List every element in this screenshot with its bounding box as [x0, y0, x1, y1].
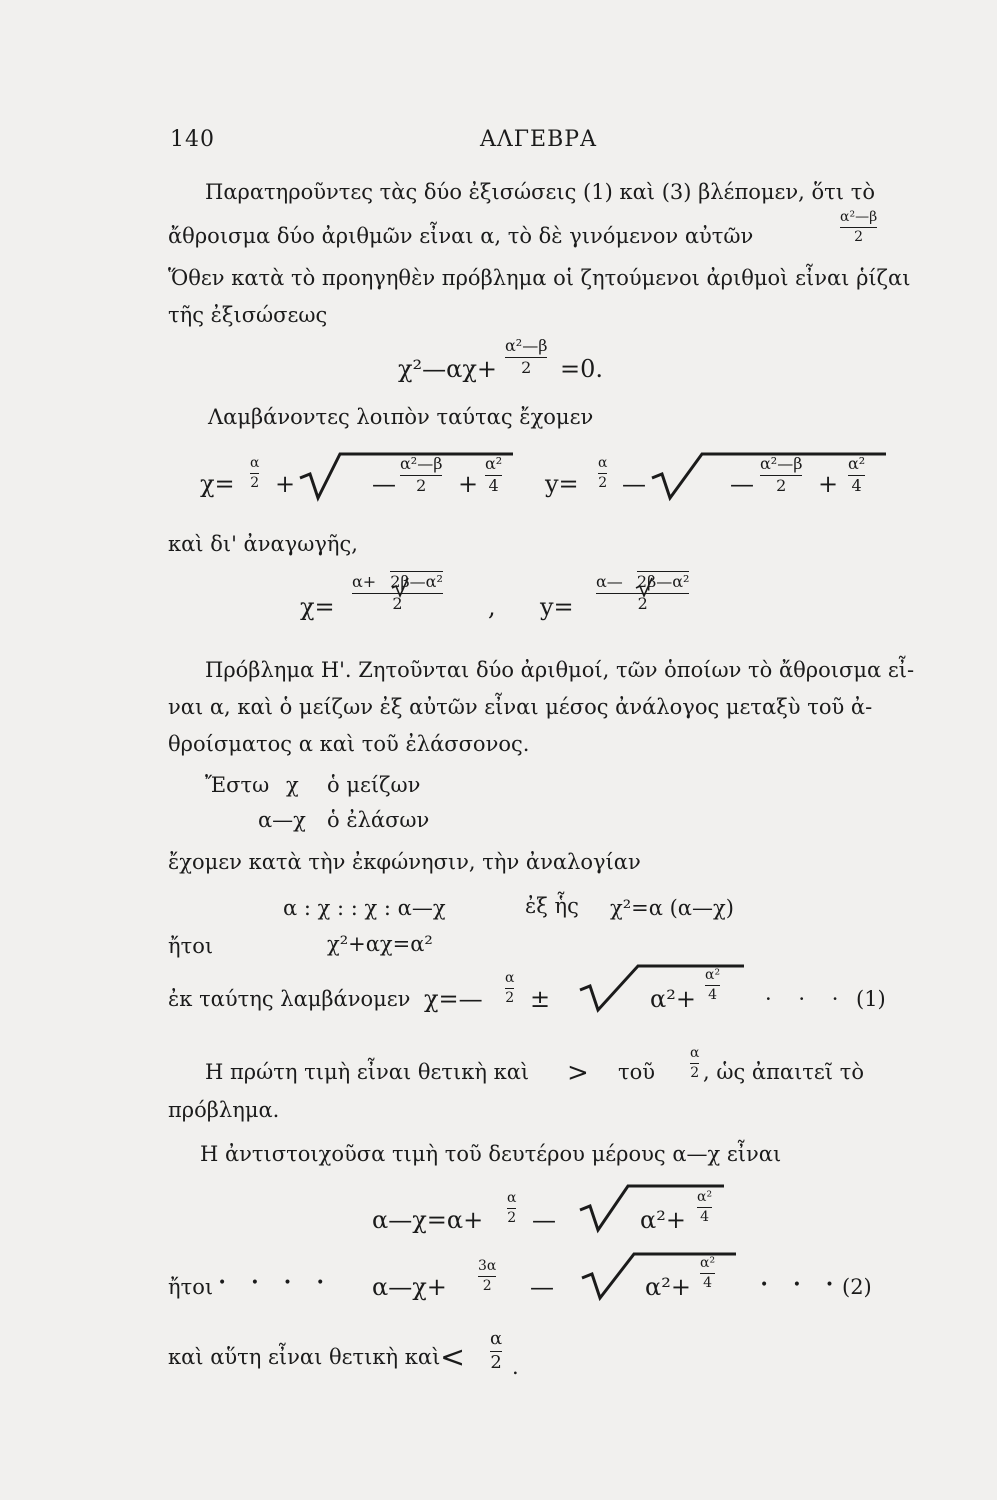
p2-text: Λαμβάνοντες λοιπὸν ταύτας ἔχομεν: [208, 405, 594, 429]
eq2-x-op: +: [275, 470, 296, 498]
p7-fraction: [490, 1330, 502, 1373]
eq7-minus: —: [532, 1206, 556, 1234]
eq6-rad-den: 4: [708, 986, 717, 1003]
eq3-y-lhs: y=: [540, 593, 574, 621]
let-ax: α—χ: [258, 808, 306, 832]
fraction-bar: [505, 988, 514, 989]
problem-line1: Πρόβλημα Η'. Ζητοῦνται δύο ἀριθμοί, τῶν ὁποίων τὸ ἄθροισμα εἶ-: [205, 658, 915, 682]
eq2-x-r1-frac: [400, 456, 442, 495]
eq6-rad-num: α²: [705, 967, 721, 983]
p1-frac-den: 2: [854, 228, 864, 245]
eq2-x-a-frac: [250, 456, 259, 490]
eq2-x-lhs: χ=: [200, 470, 235, 498]
p5-line1-c: , ὡς ἀπαιτεῖ τὸ: [703, 1060, 864, 1084]
p1-line3: Ὅθεν κατὰ τὸ προηγηθὲν πρόβλημα οἱ ζητούμενοι ἀριθμοὶ εἶναι ῥίζαι: [168, 266, 911, 290]
eq6-rad-frac: [705, 968, 720, 1002]
eq2-y-r1-frac: [760, 456, 802, 495]
p5-line1-b: τοῦ: [618, 1060, 656, 1084]
p3-text: καὶ δι' ἀναγωγῆς,: [168, 532, 358, 556]
p1-fraction: [840, 210, 877, 244]
eq6-tag: (1): [856, 987, 886, 1011]
p7-end: .: [512, 1355, 519, 1379]
eq1-left: χ²—αχ+: [398, 355, 498, 383]
eq3-x-num-pre: α+: [352, 572, 377, 591]
eq2-x-r1-sign: —: [372, 470, 396, 498]
fraction-bar: [697, 1207, 712, 1208]
p6-text: Η ἀντιστοιχοῦσα τιμὴ τοῦ δευτέρου μέρους α—χ εἶναι: [200, 1142, 782, 1166]
p5-f-num: α: [690, 1045, 700, 1061]
eq3-x-den: 2: [392, 593, 403, 613]
eq2-y-a-num: α: [598, 455, 608, 471]
eq5-expr: χ²+αχ=α²: [327, 932, 433, 956]
eq2-y-a-frac: [598, 456, 607, 490]
problem-line3: θροίσματος α καὶ τοῦ ἐλάσσονος.: [168, 732, 530, 756]
eq3-y-radicand: 2β—α²: [636, 572, 690, 591]
eq6-a-den: 2: [505, 989, 515, 1006]
eq8-label: ἤτοι: [168, 1275, 214, 1299]
p1-line1: Παρατηροῦντες τὰς δύο ἐξισώσεις (1) καὶ (3) βλέπομεν, ὅτι τὸ: [205, 180, 875, 204]
eq7-rad-frac: [697, 1190, 712, 1224]
eq4-proportion: α : χ : : χ : α—χ: [283, 896, 446, 920]
let-lesser: ὁ ἐλάσων: [327, 808, 430, 832]
eq7-rad-num: α²: [697, 1189, 713, 1205]
eq6-pm: ±: [530, 985, 551, 1013]
p5-line1-a: Η πρώτη τιμὴ εἶναι θετικὴ καὶ: [205, 1060, 530, 1084]
eq6-dots: · · ·: [765, 987, 849, 1011]
fraction-bar: [598, 473, 607, 474]
eq8-rad-num: α²: [700, 1255, 716, 1271]
eq4-result: χ²=α (α—χ): [610, 896, 734, 920]
eq3-x-lhs: χ=: [300, 593, 335, 621]
eq8-a-den: 2: [482, 1277, 492, 1294]
eq6-a-frac: [505, 971, 514, 1005]
eq1-den: 2: [521, 357, 532, 377]
eq7-lhs: α—χ=α+: [372, 1206, 484, 1234]
eq6-label: ἐκ ταύτης λαμβάνομεν: [168, 987, 411, 1011]
eq2-y-r2-num: α²: [848, 454, 866, 473]
eq1-right: =0.: [560, 355, 604, 383]
eq3-x-radical-sign: [390, 576, 410, 598]
eq8-lhs: α—χ+: [372, 1273, 447, 1301]
p7-f-den: 2: [490, 1351, 502, 1373]
fraction-bar: [250, 473, 259, 474]
eq7-a-den: 2: [507, 1209, 517, 1226]
fraction-bar: [507, 1208, 516, 1209]
p7-f-num: α: [490, 1328, 503, 1349]
eq2-y-r1-num: α²—β: [760, 454, 803, 473]
eq2-y-r2-den: 4: [851, 475, 862, 495]
eq8-a-frac: [478, 1259, 496, 1293]
p1-line2: ἄθροισμα δύο ἀριθμῶν εἶναι α, τὸ δὲ γινόμενον αὐτῶν: [168, 224, 754, 248]
eq3-x-radicand: 2β—α²: [390, 572, 443, 591]
let-greater: ὁ μείζων: [327, 773, 421, 797]
eq7-rad-pre: α²+: [640, 1206, 686, 1234]
eq8-tag: (2): [842, 1275, 872, 1299]
p1-line4: τῆς ἐξισώσεως: [168, 303, 328, 327]
eq8-minus: —: [530, 1273, 554, 1301]
running-title: ΑΛΓΕΒΡΑ: [480, 127, 597, 152]
eq2-x-r2-frac: [485, 456, 502, 495]
fraction-bar: [700, 1273, 715, 1274]
eq2-x-plus: +: [458, 470, 479, 498]
eq2-y-a-den: 2: [598, 474, 608, 491]
p5-fraction: [690, 1046, 699, 1080]
eq7-rad-den: 4: [700, 1208, 709, 1225]
eq3-y-den: 2: [637, 593, 648, 613]
p7-text: καὶ αὕτη εἶναι θετικὴ καὶ: [168, 1345, 441, 1369]
eq8-a-num: 3α: [478, 1258, 497, 1274]
eq1-fraction: [505, 338, 547, 377]
eq4-from: ἐξ ἧς: [525, 894, 579, 918]
eq8-dots: • • •: [760, 1277, 844, 1293]
p7-less-than: <: [440, 1340, 466, 1375]
eq2-x-a-den: 2: [250, 474, 260, 491]
eq6-rad-pre: α²+: [650, 985, 696, 1013]
fraction-bar: [478, 1276, 496, 1277]
fraction-bar: [705, 985, 720, 986]
eq2-y-op: —: [622, 470, 646, 498]
fraction-bar: [840, 227, 877, 228]
eq3-y-radical-sign: [634, 576, 654, 598]
p5-greater-than: >: [567, 1058, 589, 1088]
let-esto: Ἔστω: [205, 773, 270, 797]
eq2-y-r2-frac: [848, 456, 865, 495]
eq6-a-num: α: [505, 970, 515, 986]
eq1-num: α²—β: [505, 336, 548, 355]
eq2-y-lhs: y=: [545, 470, 579, 498]
eq2-y-plus: +: [818, 470, 839, 498]
p5-line2: πρόβλημα.: [168, 1098, 280, 1122]
eq7-a-frac: [507, 1191, 516, 1225]
eq8-dots-a: • • • •: [218, 1275, 335, 1291]
p1-frac-num: α²—β: [840, 209, 878, 225]
p5-f-den: 2: [690, 1064, 700, 1081]
eq3-comma: ,: [488, 593, 496, 621]
eq6-lhs: χ=—: [424, 985, 483, 1013]
eq2-x-r1-den: 2: [416, 475, 427, 495]
eq2-x-r2-num: α²: [485, 454, 503, 473]
let-x: χ: [286, 773, 299, 797]
p4-text: ἔχομεν κατὰ τὴν ἐκφώνησιν, τὴν ἀναλογίαν: [168, 850, 641, 874]
eq8-rad-frac: [700, 1256, 715, 1290]
eq8-rad-den: 4: [703, 1274, 712, 1291]
fraction-bar: [690, 1063, 699, 1064]
eq2-y-r1-sign: —: [730, 470, 754, 498]
eq2-x-a-num: α: [250, 455, 260, 471]
page-number: 140: [170, 127, 215, 152]
eq3-y-num-pre: α—: [596, 572, 623, 591]
eq5-label: ἤτοι: [168, 934, 214, 958]
eq2-y-r1-den: 2: [776, 475, 787, 495]
eq8-rad-pre: α²+: [645, 1273, 691, 1301]
problem-line2: ναι α, καὶ ὁ μείζων ἐξ αὐτῶν εἶναι μέσος ἀνάλογος μεταξὺ τοῦ ἀ-: [168, 695, 873, 719]
eq2-x-r2-den: 4: [488, 475, 499, 495]
eq2-x-r1-num: α²—β: [400, 454, 443, 473]
eq7-a-num: α: [507, 1190, 517, 1206]
